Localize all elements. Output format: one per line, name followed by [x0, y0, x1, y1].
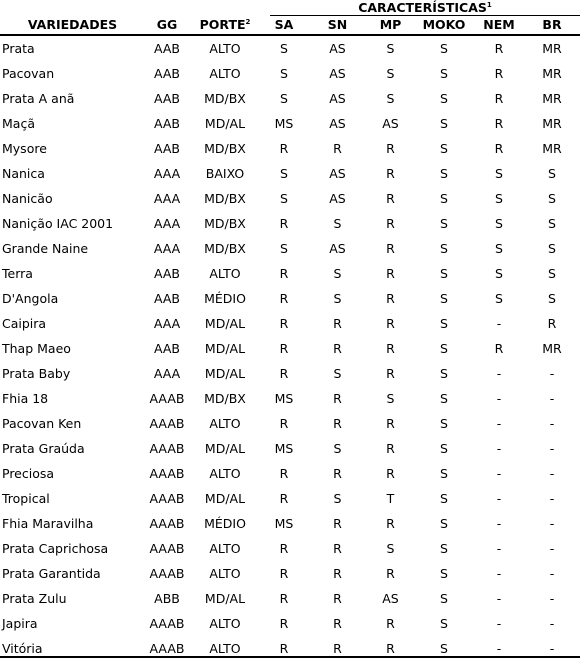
table-cell: - — [496, 516, 502, 531]
table-cell: - — [549, 391, 555, 406]
table-cell: R — [333, 616, 342, 631]
table-cell: S — [333, 266, 342, 281]
table-cell: R — [279, 591, 289, 606]
table-cell: S — [280, 166, 288, 181]
table-row — [0, 111, 580, 136]
table-cell: MR — [542, 116, 562, 131]
table-cell: R — [279, 291, 289, 306]
table-cell: R — [386, 141, 395, 156]
table-cell: - — [496, 491, 502, 506]
column-header-label: SN — [327, 17, 348, 32]
table-row — [0, 136, 580, 161]
table-cell: ALTO — [209, 266, 241, 281]
column-header-footnote-mark: 2 — [245, 17, 251, 26]
table-cell: - — [549, 616, 555, 631]
variety-name-cell: Preciosa — [2, 466, 55, 481]
table-cell: - — [496, 416, 502, 431]
table-cell: - — [549, 466, 555, 481]
variety-name-cell: Fhia 18 — [2, 391, 49, 406]
table-row — [0, 586, 580, 611]
table-cell: ABB — [154, 591, 180, 606]
table-cell: R — [547, 316, 557, 331]
table-row — [0, 436, 580, 461]
table-cell: R — [333, 316, 342, 331]
table-row — [0, 486, 580, 511]
variety-name-cell: Prata A anã — [2, 91, 75, 106]
column-header-gg — [147, 16, 187, 34]
table-cell: R — [279, 316, 289, 331]
table-cell: - — [549, 441, 555, 456]
table-cell: R — [333, 466, 342, 481]
table-cell: R — [279, 341, 289, 356]
table-cell: - — [549, 416, 555, 431]
table-cell: MD/BX — [204, 191, 246, 206]
table-cell: R — [279, 491, 289, 506]
table-cell: R — [333, 641, 342, 656]
group-header — [270, 0, 580, 16]
table-cell: S — [440, 491, 448, 506]
variety-name-cell: Prata Zulu — [2, 591, 67, 606]
variety-name-cell: Prata Baby — [2, 366, 71, 381]
table-cell: R — [279, 266, 289, 281]
table-cell: S — [280, 41, 288, 56]
table-cell: MS — [274, 516, 294, 531]
table-cell: S — [440, 216, 448, 231]
column-header-varieties — [0, 16, 145, 34]
table-cell: AAAB — [149, 466, 185, 481]
table-cell: - — [549, 641, 555, 656]
table-cell: - — [496, 541, 502, 556]
table-cell: S — [440, 291, 448, 306]
column-header-moko — [420, 16, 468, 34]
variety-name-cell: Pacovan Ken — [2, 416, 82, 431]
table-cell: R — [333, 416, 342, 431]
table-cell: AAB — [153, 266, 181, 281]
table-cell: - — [496, 616, 502, 631]
table-cell: ALTO — [209, 566, 241, 581]
table-cell: AAB — [153, 291, 181, 306]
table-row — [0, 561, 580, 586]
table-cell: MD/AL — [204, 591, 246, 606]
table-cell: MD/AL — [204, 491, 246, 506]
table-cell: S — [495, 291, 503, 306]
variety-name-cell: Prata Garantida — [2, 566, 101, 581]
table-cell: S — [280, 191, 288, 206]
table-cell: AAAB — [149, 491, 185, 506]
table-cell: AAB — [153, 41, 181, 56]
variety-name-cell: Prata Graúda — [2, 441, 85, 456]
table-cell: R — [494, 341, 504, 356]
variety-name-cell: D'Angola — [2, 291, 59, 306]
variety-name-cell: Nanicão — [2, 191, 53, 206]
variety-name-cell: Prata Caprichosa — [2, 541, 109, 556]
table-cell: - — [496, 591, 502, 606]
column-header-porte — [194, 16, 256, 34]
table-cell: MD/AL — [204, 116, 246, 131]
variety-name-cell: Nanição IAC 2001 — [2, 216, 114, 231]
table-cell: S — [495, 191, 503, 206]
table-cell: S — [440, 341, 448, 356]
table-cell: R — [279, 566, 289, 581]
table-cell: - — [549, 491, 555, 506]
table-cell: MR — [542, 41, 562, 56]
table-cell: R — [333, 391, 342, 406]
table-cell: - — [496, 316, 502, 331]
table-cell: AAA — [153, 166, 181, 181]
table-cell: R — [386, 441, 395, 456]
table-cell: S — [440, 541, 448, 556]
table-cell: R — [386, 466, 395, 481]
table-cell: MD/BX — [204, 141, 246, 156]
variety-name-cell: Vitória — [2, 641, 43, 656]
table-cell: - — [549, 591, 555, 606]
table-cell: S — [440, 566, 448, 581]
table-cell: MR — [542, 341, 562, 356]
variety-name-cell: Fhia Maravilha — [2, 516, 94, 531]
table-row — [0, 286, 580, 311]
table-row — [0, 511, 580, 536]
table-cell: MR — [542, 141, 562, 156]
table-row — [0, 411, 580, 436]
table-cell: S — [333, 216, 342, 231]
table-cell: S — [548, 266, 556, 281]
table-cell: R — [494, 141, 504, 156]
table-cell: S — [548, 241, 556, 256]
table-cell: R — [494, 116, 504, 131]
table-row — [0, 536, 580, 561]
table-cell: S — [333, 491, 342, 506]
table-cell: R — [386, 616, 395, 631]
table-cell: AAB — [153, 66, 181, 81]
column-header-label: GG — [156, 17, 178, 32]
table-cell: S — [495, 166, 503, 181]
table-cell: S — [548, 216, 556, 231]
column-header-mp — [368, 16, 413, 34]
variety-name-cell: Pacovan — [2, 66, 55, 81]
table-cell: S — [440, 266, 448, 281]
table-cell: ALTO — [209, 641, 241, 656]
table-cell: ALTO — [209, 41, 241, 56]
table-cell: S — [386, 66, 395, 81]
table-cell: AS — [329, 116, 346, 131]
column-header-sn — [315, 16, 360, 34]
table-cell: AS — [382, 116, 399, 131]
table-cell: R — [386, 216, 395, 231]
variety-name-cell: Nanica — [2, 166, 45, 181]
table-row — [0, 261, 580, 286]
table-cell: - — [549, 516, 555, 531]
table-cell: AAA — [153, 241, 181, 256]
table-cell: S — [386, 91, 395, 106]
table-cell: MR — [542, 91, 562, 106]
column-header-br — [530, 16, 574, 34]
table-row — [0, 361, 580, 386]
table-cell: S — [440, 366, 448, 381]
table-cell: MS — [274, 441, 294, 456]
table-cell: S — [386, 391, 395, 406]
table-row — [0, 311, 580, 336]
table-cell: S — [495, 266, 503, 281]
table-cell: AAB — [153, 141, 181, 156]
table-cell: S — [440, 66, 448, 81]
table-cell: AS — [329, 191, 346, 206]
variety-name-cell: Maçã — [2, 116, 35, 131]
table-cell: AAA — [153, 316, 181, 331]
table-cell: - — [549, 541, 555, 556]
table-cell: R — [494, 41, 504, 56]
group-header-label: CARACTERÍSTICAS — [358, 0, 487, 15]
column-header-label: MOKO — [422, 17, 466, 32]
table-cell: R — [386, 241, 395, 256]
column-header-row — [0, 16, 580, 34]
table-cell: S — [440, 116, 448, 131]
table-cell: S — [333, 291, 342, 306]
table-cell: MÉDIO — [204, 291, 246, 306]
table-row — [0, 61, 580, 86]
table-cell: S — [440, 41, 448, 56]
table-cell: R — [386, 341, 395, 356]
column-header-label: SA — [274, 17, 294, 32]
variety-name-cell: Tropical — [2, 491, 50, 506]
table-cell: S — [440, 91, 448, 106]
variety-name-cell: Prata — [2, 41, 35, 56]
table-cell: R — [279, 541, 289, 556]
table-cell: R — [279, 616, 289, 631]
table-cell: MD/AL — [204, 366, 246, 381]
table-cell: MR — [542, 66, 562, 81]
table-row — [0, 211, 580, 236]
table-cell: AAAB — [149, 416, 185, 431]
table-cell: AS — [329, 66, 346, 81]
table-cell: AAAB — [149, 641, 185, 656]
variety-name-cell: Caipira — [2, 316, 47, 331]
table-row — [0, 36, 580, 61]
table-cell: R — [333, 591, 342, 606]
table-cell: R — [333, 341, 342, 356]
table-cell: AS — [329, 91, 346, 106]
table-cell: R — [279, 466, 289, 481]
table-row — [0, 461, 580, 486]
variety-name-cell: Thap Maeo — [2, 341, 71, 356]
table-cell: R — [386, 166, 395, 181]
table-cell: S — [440, 641, 448, 656]
table-cell: S — [440, 316, 448, 331]
table-cell: S — [440, 416, 448, 431]
table-cell: S — [333, 441, 342, 456]
table-cell: S — [548, 191, 556, 206]
table-cell: - — [496, 441, 502, 456]
table-cell: AS — [329, 41, 346, 56]
table-cell: R — [386, 191, 395, 206]
table-cell: MD/BX — [204, 91, 246, 106]
table-cell: ALTO — [209, 66, 241, 81]
table-cell: - — [496, 641, 502, 656]
table-row — [0, 186, 580, 211]
table-cell: AAAB — [149, 616, 185, 631]
table-cell: AAA — [153, 216, 181, 231]
column-header-label: BR — [542, 17, 562, 32]
table-cell: S — [548, 166, 556, 181]
table-cell: S — [280, 91, 288, 106]
table-cell: AAB — [153, 341, 181, 356]
table-cell: T — [386, 491, 395, 506]
table-cell: R — [386, 416, 395, 431]
table-cell: AAAB — [149, 441, 185, 456]
column-header-nem — [476, 16, 522, 34]
variety-name-cell: Terra — [2, 266, 33, 281]
table-cell: S — [440, 141, 448, 156]
table-cell: R — [279, 141, 289, 156]
table-cell: AS — [382, 591, 399, 606]
table-cell: S — [495, 216, 503, 231]
table-row — [0, 86, 580, 111]
table-cell: S — [440, 466, 448, 481]
table-cell: AAAB — [149, 566, 185, 581]
table-cell: ALTO — [209, 466, 241, 481]
table-cell: - — [496, 391, 502, 406]
table-cell: S — [280, 66, 288, 81]
table-cell: S — [440, 591, 448, 606]
table-cell: R — [386, 566, 395, 581]
table-cell: AS — [329, 241, 346, 256]
table-cell: MD/BX — [204, 391, 246, 406]
table-cell: - — [496, 366, 502, 381]
table-cell: ALTO — [209, 541, 241, 556]
table-cell: S — [548, 291, 556, 306]
table-cell: S — [440, 166, 448, 181]
table-cell: MS — [274, 391, 294, 406]
table-cell: R — [279, 416, 289, 431]
table-cell: AAA — [153, 366, 181, 381]
table-cell: BAIXO — [205, 166, 245, 181]
table-cell: AAAB — [149, 541, 185, 556]
table-cell: - — [549, 366, 555, 381]
table-cell: MD/AL — [204, 316, 246, 331]
table-cell: MÉDIO — [204, 516, 246, 531]
table-cell: AAA — [153, 191, 181, 206]
table-cell: S — [386, 41, 395, 56]
variety-name-cell: Mysore — [2, 141, 47, 156]
table-cell: MD/BX — [204, 241, 246, 256]
table-cell: MD/AL — [204, 441, 246, 456]
table-row — [0, 236, 580, 261]
table-cell: R — [386, 516, 395, 531]
table-cell: S — [386, 541, 395, 556]
column-header-label: PORTE — [199, 17, 246, 32]
table-cell: S — [440, 516, 448, 531]
column-header-sa — [263, 16, 305, 34]
table-cell: R — [279, 216, 289, 231]
table-cell: S — [440, 241, 448, 256]
table-cell: AAB — [153, 116, 181, 131]
table-cell: - — [496, 566, 502, 581]
table-cell: R — [333, 141, 342, 156]
table-cell: S — [495, 241, 503, 256]
table-cell: MD/BX — [204, 216, 246, 231]
table-cell: S — [440, 441, 448, 456]
table-cell: S — [280, 241, 288, 256]
table-cell: - — [549, 566, 555, 581]
table-cell: S — [440, 616, 448, 631]
table-cell: R — [386, 641, 395, 656]
column-header-label: MP — [379, 17, 402, 32]
variety-name-cell: Grande Naine — [2, 241, 89, 256]
table-cell: MD/AL — [204, 341, 246, 356]
table-cell: AAB — [153, 91, 181, 106]
table-cell: R — [386, 316, 395, 331]
variety-name-cell: Japira — [2, 616, 38, 631]
table-cell: ALTO — [209, 616, 241, 631]
table-cell: R — [386, 266, 395, 281]
table-cell: - — [496, 466, 502, 481]
table-cell: R — [494, 66, 504, 81]
table-cell: R — [333, 541, 342, 556]
table-cell: S — [440, 391, 448, 406]
table-cell: S — [333, 366, 342, 381]
table-cell: R — [333, 516, 342, 531]
table-cell: S — [440, 191, 448, 206]
table-cell: R — [333, 566, 342, 581]
table-row — [0, 386, 580, 411]
table-cell: AS — [329, 166, 346, 181]
table-cell: MS — [274, 116, 294, 131]
table-cell: R — [279, 366, 289, 381]
column-header-label: VARIEDADES — [27, 17, 118, 32]
table-cell: AAAB — [149, 516, 185, 531]
table-cell: R — [494, 91, 504, 106]
table-cell: R — [279, 641, 289, 656]
table-cell: R — [386, 366, 395, 381]
table-cell: AAAB — [149, 391, 185, 406]
table-cell: ALTO — [209, 416, 241, 431]
table-row — [0, 161, 580, 186]
table-row — [0, 611, 580, 636]
table-row — [0, 336, 580, 361]
group-header-footnote-mark: 1 — [486, 0, 492, 9]
table-cell: R — [386, 291, 395, 306]
column-header-label: NEM — [483, 17, 515, 32]
